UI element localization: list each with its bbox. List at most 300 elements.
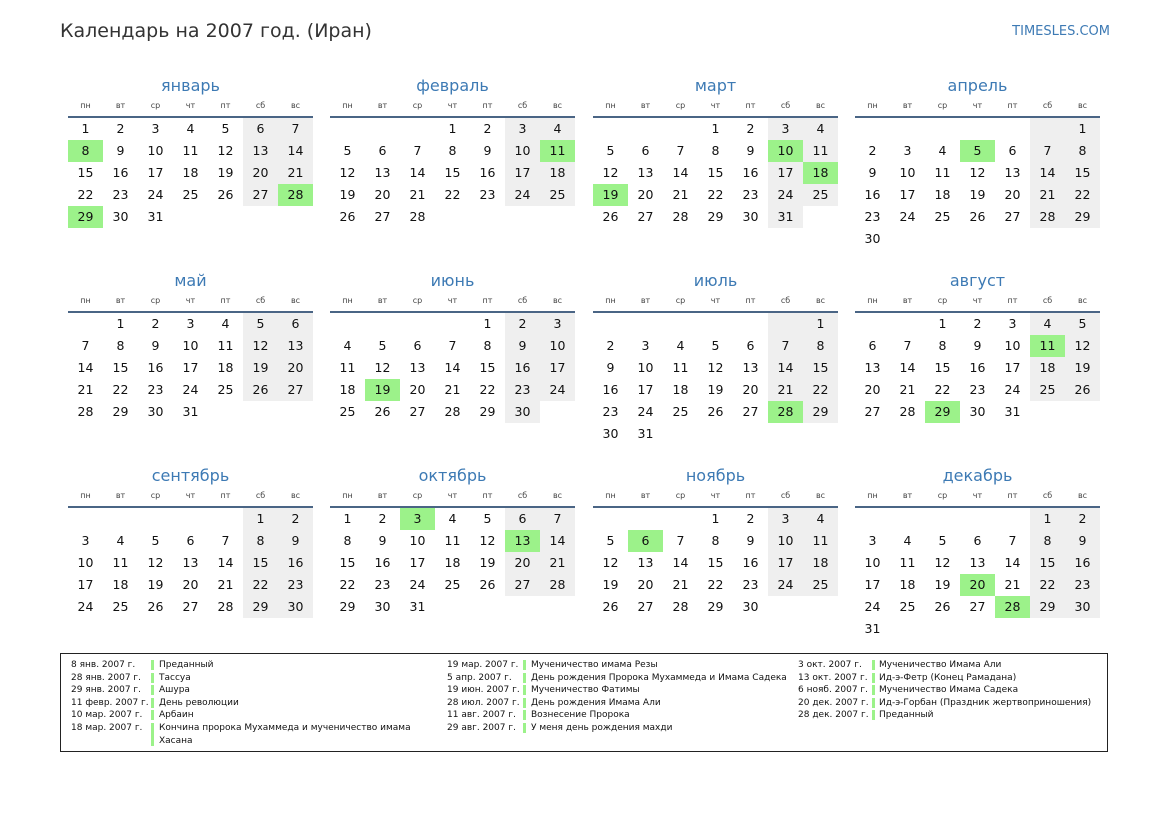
holiday-day-cell: 20: [960, 574, 995, 596]
day-cell: 6: [746, 338, 755, 353]
day-cell: 4: [186, 121, 195, 136]
day-cell: 29: [812, 404, 829, 419]
day-cell: 24: [514, 187, 531, 202]
weekday-label: сб: [780, 491, 791, 500]
day-cell: 6: [518, 511, 527, 526]
day-cell: 9: [1078, 533, 1087, 548]
weekday-label: пт: [745, 491, 756, 500]
day-cell: 17: [77, 577, 94, 592]
day-cell: 21: [672, 187, 689, 202]
legend-date: 28 дек. 2007 г.: [798, 710, 869, 721]
month-name: февраль: [416, 76, 489, 95]
day-cell: 21: [409, 187, 426, 202]
day-cell: 19: [934, 577, 951, 592]
weekday-label: чт: [710, 296, 721, 305]
day-cell: 21: [1004, 577, 1021, 592]
day-cell: 24: [147, 187, 164, 202]
day-cell: 8: [711, 533, 720, 548]
day-cell: 28: [672, 209, 689, 224]
day-cell: 18: [549, 165, 566, 180]
day-cell: 21: [287, 165, 304, 180]
holiday-day-cell: 28: [995, 596, 1030, 618]
day-cell: 28: [899, 404, 916, 419]
day-cell: 16: [374, 555, 391, 570]
day-cell: 6: [973, 533, 982, 548]
weekday-label: пн: [80, 296, 91, 305]
day-cell: 26: [339, 209, 356, 224]
legend-holiday-name: Мученичество Имама Али: [879, 660, 1002, 670]
day-cell: 7: [676, 143, 685, 158]
day-cell: 14: [899, 360, 916, 375]
weekday-label: пт: [1007, 296, 1018, 305]
day-cell: 7: [553, 511, 562, 526]
weekday-label: ср: [150, 101, 161, 110]
day-cell: 3: [81, 533, 90, 548]
day-cell: 27: [864, 404, 881, 419]
day-cell: 18: [182, 165, 199, 180]
day-cell: 19: [707, 382, 724, 397]
day-cell: 14: [77, 360, 94, 375]
day-cell: 2: [151, 316, 160, 331]
day-cell: 7: [81, 338, 90, 353]
weekday-label: пн: [342, 296, 353, 305]
weekday-label: вт: [640, 101, 651, 110]
weekday-label: пт: [745, 101, 756, 110]
day-cell: 1: [1078, 121, 1087, 136]
month-name: апрель: [947, 76, 1008, 95]
day-cell: 19: [147, 577, 164, 592]
legend-date: 11 авг. 2007 г.: [447, 710, 516, 721]
day-cell: 22: [339, 577, 356, 592]
day-cell: 30: [374, 599, 391, 614]
weekday-label: вт: [902, 491, 913, 500]
day-cell: 29: [112, 404, 129, 419]
month-name: июнь: [430, 271, 475, 290]
day-cell: 30: [602, 426, 619, 441]
day-cell: 28: [444, 404, 461, 419]
day-cell: 28: [77, 404, 94, 419]
day-cell: 20: [409, 382, 426, 397]
weekday-label: чт: [185, 491, 196, 500]
holiday-day-cell: 19: [593, 184, 628, 206]
day-cell: 20: [637, 577, 654, 592]
weekday-label: вс: [815, 491, 826, 500]
holiday-day-cell: 11: [1030, 335, 1065, 357]
day-cell: 3: [781, 511, 790, 526]
day-cell: 7: [413, 143, 422, 158]
day-cell: 25: [934, 209, 951, 224]
day-cell: 26: [707, 404, 724, 419]
weekday-label: ср: [150, 491, 161, 500]
holiday-day-cell: 3: [400, 508, 435, 530]
weekday-label: чт: [972, 296, 983, 305]
day-cell: 31: [1004, 404, 1021, 419]
day-cell: 17: [549, 360, 566, 375]
weekday-label: ср: [412, 491, 423, 500]
day-cell: 14: [217, 555, 234, 570]
day-cell: 6: [1008, 143, 1017, 158]
day-cell: 3: [518, 121, 527, 136]
day-cell: 26: [252, 382, 269, 397]
day-cell: 18: [899, 577, 916, 592]
day-cell: 23: [864, 209, 881, 224]
weekday-label: вт: [902, 296, 913, 305]
day-cell: 23: [969, 382, 986, 397]
day-cell: 10: [777, 533, 794, 548]
day-cell: 8: [816, 338, 825, 353]
day-cell: 27: [182, 599, 199, 614]
holiday-day-cell: 10: [768, 140, 803, 162]
day-cell: 12: [602, 165, 619, 180]
weekday-label: пт: [220, 296, 231, 305]
weekday-label: чт: [447, 296, 458, 305]
day-cell: 20: [514, 555, 531, 570]
day-cell: 28: [549, 577, 566, 592]
legend-marker: [872, 698, 875, 708]
day-cell: 12: [339, 165, 356, 180]
day-cell: 19: [1074, 360, 1091, 375]
day-cell: 22: [812, 382, 829, 397]
page-title: Календарь на 2007 год. (Иран): [60, 20, 372, 42]
legend-date: 8 янв. 2007 г.: [71, 660, 136, 670]
day-cell: 8: [343, 533, 352, 548]
day-cell: 3: [903, 143, 912, 158]
day-cell: 23: [742, 187, 759, 202]
day-cell: 10: [409, 533, 426, 548]
day-cell: 31: [637, 426, 654, 441]
holiday-day-cell: 28: [768, 401, 803, 423]
day-cell: 7: [291, 121, 300, 136]
day-cell: 4: [116, 533, 125, 548]
day-cell: 14: [1039, 165, 1056, 180]
day-cell: 25: [672, 404, 689, 419]
weekday-label: вс: [552, 101, 563, 110]
day-cell: 4: [553, 121, 562, 136]
day-cell: 15: [252, 555, 269, 570]
day-cell: 25: [217, 382, 234, 397]
month-name: октябрь: [418, 466, 487, 485]
day-cell: 18: [339, 382, 356, 397]
weekday-label: вс: [290, 491, 301, 500]
day-cell: 5: [606, 143, 615, 158]
day-cell: 19: [479, 555, 496, 570]
day-cell: 24: [409, 577, 426, 592]
day-cell: 26: [479, 577, 496, 592]
weekday-label: сб: [780, 101, 791, 110]
legend-item: [61, 659, 1101, 672]
weekday-label: пт: [482, 296, 493, 305]
day-cell: 17: [409, 555, 426, 570]
day-cell: 21: [444, 382, 461, 397]
legend-item: [61, 722, 1101, 735]
day-cell: 16: [1074, 555, 1091, 570]
day-cell: 9: [483, 143, 492, 158]
day-cell: 19: [602, 577, 619, 592]
day-cell: 23: [147, 382, 164, 397]
day-cell: 19: [969, 187, 986, 202]
day-cell: 11: [812, 143, 829, 158]
holiday-day-cell: 11: [540, 140, 575, 162]
day-cell: 26: [602, 599, 619, 614]
weekday-label: вс: [815, 101, 826, 110]
weekday-label: ср: [937, 296, 948, 305]
day-cell: 19: [252, 360, 269, 375]
day-cell: 26: [1074, 382, 1091, 397]
day-cell: 27: [637, 599, 654, 614]
day-cell: 1: [448, 121, 457, 136]
day-cell: 23: [112, 187, 129, 202]
legend-holiday-name: У меня день рождения махди: [531, 722, 673, 733]
day-cell: 11: [112, 555, 129, 570]
day-cell: 30: [514, 404, 531, 419]
weekday-label: сб: [1042, 101, 1053, 110]
weekday-label: чт: [710, 101, 721, 110]
legend-holiday-name: Мученичество имама Резы: [531, 660, 658, 670]
day-cell: 20: [374, 187, 391, 202]
day-cell: 27: [637, 209, 654, 224]
day-cell: 10: [637, 360, 654, 375]
day-cell: 23: [602, 404, 619, 419]
day-cell: 30: [1074, 599, 1091, 614]
day-cell: 2: [483, 121, 492, 136]
day-cell: 16: [864, 187, 881, 202]
month-name: июль: [693, 271, 738, 290]
day-cell: 30: [742, 599, 759, 614]
month-name: август: [949, 271, 1006, 290]
legend-marker: [872, 660, 875, 670]
day-cell: 29: [707, 209, 724, 224]
day-cell: 22: [707, 577, 724, 592]
day-cell: 21: [672, 577, 689, 592]
day-cell: 9: [606, 360, 615, 375]
day-cell: 13: [287, 338, 304, 353]
day-cell: 29: [707, 599, 724, 614]
day-cell: 11: [444, 533, 461, 548]
day-cell: 31: [864, 621, 881, 636]
month-name: май: [174, 271, 207, 290]
legend-date: 10 мар. 2007 г.: [71, 710, 143, 721]
day-cell: 1: [343, 511, 352, 526]
day-cell: 7: [221, 533, 230, 548]
day-cell: 21: [777, 382, 794, 397]
day-cell: 25: [1039, 382, 1056, 397]
day-cell: 30: [287, 599, 304, 614]
weekday-label: ср: [937, 101, 948, 110]
day-cell: 4: [938, 143, 947, 158]
legend-item: [61, 684, 1101, 697]
legend-holiday-name: Преданный: [879, 710, 934, 721]
day-cell: 27: [742, 404, 759, 419]
day-cell: 23: [1074, 577, 1091, 592]
day-cell: 2: [518, 316, 527, 331]
day-cell: 25: [812, 187, 829, 202]
day-cell: 23: [514, 382, 531, 397]
day-cell: 5: [1078, 316, 1087, 331]
day-cell: 4: [816, 511, 825, 526]
weekday-label: пн: [342, 101, 353, 110]
legend-marker: [872, 710, 875, 720]
legend-holiday-name: Мученичество Имама Садека: [879, 685, 1019, 696]
legend-date: 18 мар. 2007 г.: [71, 722, 143, 733]
day-cell: 22: [479, 382, 496, 397]
day-cell: 9: [518, 338, 527, 353]
day-cell: 22: [1074, 187, 1091, 202]
weekday-label: ср: [675, 101, 686, 110]
day-cell: 1: [816, 316, 825, 331]
weekday-label: ср: [412, 296, 423, 305]
day-cell: 16: [742, 555, 759, 570]
day-cell: 18: [812, 555, 829, 570]
weekday-label: чт: [185, 101, 196, 110]
weekday-label: пн: [867, 296, 878, 305]
day-cell: 27: [514, 577, 531, 592]
day-cell: 2: [1078, 511, 1087, 526]
day-cell: 22: [252, 577, 269, 592]
day-cell: 16: [479, 165, 496, 180]
day-cell: 5: [483, 511, 492, 526]
day-cell: 18: [444, 555, 461, 570]
day-cell: 28: [217, 599, 234, 614]
day-cell: 27: [287, 382, 304, 397]
day-cell: 26: [217, 187, 234, 202]
day-cell: 12: [602, 555, 619, 570]
day-cell: 15: [1039, 555, 1056, 570]
day-cell: 26: [969, 209, 986, 224]
day-cell: 6: [641, 143, 650, 158]
day-cell: 22: [934, 382, 951, 397]
day-cell: 27: [969, 599, 986, 614]
day-cell: 27: [409, 404, 426, 419]
day-cell: 11: [812, 533, 829, 548]
day-cell: 17: [637, 382, 654, 397]
day-cell: 3: [641, 338, 650, 353]
weekday-label: вс: [1077, 491, 1088, 500]
day-cell: 5: [256, 316, 265, 331]
day-cell: 6: [186, 533, 195, 548]
day-cell: 10: [147, 143, 164, 158]
day-cell: 14: [777, 360, 794, 375]
day-cell: 20: [182, 577, 199, 592]
weekday-label: вт: [115, 491, 126, 500]
day-cell: 31: [777, 209, 794, 224]
legend-holiday-name: День рождения Пророка Мухаммеда и Имама Садека: [531, 672, 787, 683]
weekday-label: вт: [377, 101, 388, 110]
weekday-label: пт: [1007, 101, 1018, 110]
day-cell: 9: [746, 533, 755, 548]
day-cell: 24: [182, 382, 199, 397]
day-cell: 4: [221, 316, 230, 331]
day-cell: 5: [938, 533, 947, 548]
day-cell: 13: [252, 143, 269, 158]
day-cell: 23: [287, 577, 304, 592]
weekday-label: ср: [412, 101, 423, 110]
day-cell: 20: [864, 382, 881, 397]
holiday-day-cell: 29: [925, 401, 960, 423]
legend-date: 19 мар. 2007 г.: [447, 660, 519, 670]
weekday-label: сб: [1042, 491, 1053, 500]
legend-holiday-name: День революции: [159, 697, 239, 708]
day-cell: 7: [1043, 143, 1052, 158]
day-cell: 15: [339, 555, 356, 570]
day-cell: 6: [291, 316, 300, 331]
day-cell: 10: [549, 338, 566, 353]
legend-holiday-name: Ид-э-Фетр (Конец Рамадана): [879, 672, 1017, 683]
day-cell: 20: [287, 360, 304, 375]
day-cell: 15: [812, 360, 829, 375]
day-cell: 7: [676, 533, 685, 548]
day-cell: 25: [112, 599, 129, 614]
day-cell: 16: [147, 360, 164, 375]
day-cell: 8: [448, 143, 457, 158]
day-cell: 6: [256, 121, 265, 136]
legend-holiday-name: Вознесение Пророка: [531, 710, 630, 721]
legend-holiday-name: Арбаин: [159, 710, 194, 721]
day-cell: 17: [899, 187, 916, 202]
legend-holiday-name: Преданный: [159, 660, 214, 670]
weekday-label: сб: [780, 296, 791, 305]
legend-item: [61, 672, 1101, 685]
weekday-label: пт: [220, 491, 231, 500]
day-cell: 24: [549, 382, 566, 397]
day-cell: 16: [969, 360, 986, 375]
weekday-label: сб: [517, 101, 528, 110]
day-cell: 24: [864, 599, 881, 614]
day-cell: 13: [1004, 165, 1021, 180]
legend-date: 19 июн. 2007 г.: [447, 685, 520, 696]
weekday-label: чт: [185, 296, 196, 305]
legend-date: 29 авг. 2007 г.: [447, 722, 516, 733]
day-cell: 23: [479, 187, 496, 202]
day-cell: 17: [182, 360, 199, 375]
weekday-label: вт: [115, 296, 126, 305]
day-cell: 6: [868, 338, 877, 353]
day-cell: 1: [483, 316, 492, 331]
weekday-label: пн: [867, 491, 878, 500]
day-cell: 4: [448, 511, 457, 526]
legend-date: 20 дек. 2007 г.: [798, 697, 869, 708]
day-cell: 25: [182, 187, 199, 202]
day-cell: 16: [602, 382, 619, 397]
site-link[interactable]: TIMESLES.COM: [1012, 24, 1110, 39]
month-name: март: [694, 76, 737, 95]
legend-holiday-name: Ашура: [159, 685, 190, 696]
weekday-label: вт: [902, 101, 913, 110]
day-cell: 14: [409, 165, 426, 180]
weekday-label: ср: [675, 491, 686, 500]
day-cell: 8: [116, 338, 125, 353]
day-cell: 26: [147, 599, 164, 614]
weekday-label: чт: [447, 491, 458, 500]
day-cell: 18: [1039, 360, 1056, 375]
day-cell: 11: [672, 360, 689, 375]
day-cell: 2: [746, 121, 755, 136]
day-cell: 10: [864, 555, 881, 570]
weekday-label: пт: [482, 491, 493, 500]
holiday-legend: [60, 653, 1108, 752]
day-cell: 22: [707, 187, 724, 202]
day-cell: 13: [637, 165, 654, 180]
day-cell: 10: [182, 338, 199, 353]
day-cell: 3: [868, 533, 877, 548]
day-cell: 17: [514, 165, 531, 180]
day-cell: 9: [378, 533, 387, 548]
weekday-label: сб: [1042, 296, 1053, 305]
day-cell: 12: [217, 143, 234, 158]
day-cell: 4: [816, 121, 825, 136]
day-cell: 19: [217, 165, 234, 180]
day-cell: 24: [777, 187, 794, 202]
day-cell: 26: [374, 404, 391, 419]
